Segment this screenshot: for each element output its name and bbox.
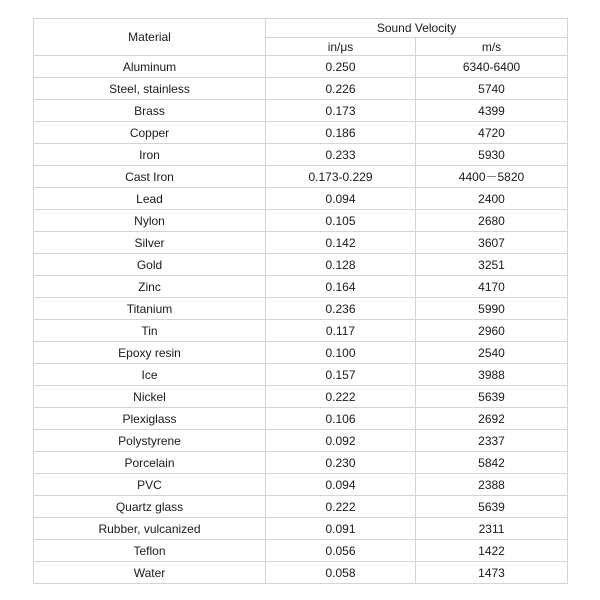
material-cell: Nickel	[34, 386, 266, 408]
velocity-in-per-us-cell: 0.128	[266, 254, 416, 276]
material-cell: Tin	[34, 320, 266, 342]
table-row	[34, 166, 568, 188]
velocity-in-per-us-cell: 0.222	[266, 496, 416, 518]
velocity-m-per-s-cell: 5930	[416, 144, 568, 166]
table-row	[34, 210, 568, 232]
velocity-m-per-s-cell: 3607	[416, 232, 568, 254]
material-cell: Porcelain	[34, 452, 266, 474]
table-row	[34, 562, 568, 584]
material-cell: Quartz glass	[34, 496, 266, 518]
table-row	[34, 342, 568, 364]
table-row	[34, 364, 568, 386]
table-body	[34, 56, 568, 584]
table-row	[34, 430, 568, 452]
velocity-m-per-s-cell: 2337	[416, 430, 568, 452]
velocity-in-per-us-cell: 0.105	[266, 210, 416, 232]
velocity-in-per-us-cell: 0.056	[266, 540, 416, 562]
velocity-m-per-s-cell: 4170	[416, 276, 568, 298]
table-row	[34, 188, 568, 210]
velocity-in-per-us-cell: 0.142	[266, 232, 416, 254]
velocity-in-per-us-cell: 0.173	[266, 100, 416, 122]
material-cell: Ice	[34, 364, 266, 386]
velocity-in-per-us-cell: 0.186	[266, 122, 416, 144]
table-row	[34, 254, 568, 276]
sound-velocity-sheet	[33, 18, 567, 584]
material-cell: Polystyrene	[34, 430, 266, 452]
velocity-m-per-s-cell: 4399	[416, 100, 568, 122]
velocity-in-per-us-cell: 0.100	[266, 342, 416, 364]
velocity-in-per-us-cell: 0.091	[266, 518, 416, 540]
velocity-m-per-s-cell: 1422	[416, 540, 568, 562]
table-row	[34, 320, 568, 342]
material-cell: Rubber, vulcanized	[34, 518, 266, 540]
material-cell: Teflon	[34, 540, 266, 562]
velocity-in-per-us-cell: 0.117	[266, 320, 416, 342]
velocity-m-per-s-cell: 5639	[416, 386, 568, 408]
velocity-m-per-s-cell: 2692	[416, 408, 568, 430]
velocity-in-per-us-cell: 0.250	[266, 56, 416, 78]
material-cell: Cast Iron	[34, 166, 266, 188]
material-cell: Silver	[34, 232, 266, 254]
velocity-in-per-us-cell: 0.058	[266, 562, 416, 584]
velocity-m-per-s-cell: 2388	[416, 474, 568, 496]
material-cell: Water	[34, 562, 266, 584]
velocity-m-per-s-cell: 2311	[416, 518, 568, 540]
material-cell: Nylon	[34, 210, 266, 232]
velocity-m-per-s-cell: 6340-6400	[416, 56, 568, 78]
table-row	[34, 100, 568, 122]
material-column-header: Material	[34, 19, 266, 56]
velocity-in-per-us-cell: 0.233	[266, 144, 416, 166]
velocity-m-per-s-cell: 2960	[416, 320, 568, 342]
velocity-in-per-us-cell: 0.173-0.229	[266, 166, 416, 188]
unit-in-per-us-header: in/μs	[266, 38, 416, 56]
table-row	[34, 540, 568, 562]
table-row	[34, 122, 568, 144]
material-cell: Plexiglass	[34, 408, 266, 430]
velocity-m-per-s-cell: 1473	[416, 562, 568, 584]
velocity-in-per-us-cell: 0.230	[266, 452, 416, 474]
velocity-m-per-s-cell: 2400	[416, 188, 568, 210]
table-row	[34, 452, 568, 474]
material-cell: Copper	[34, 122, 266, 144]
velocity-m-per-s-cell: 5740	[416, 78, 568, 100]
velocity-in-per-us-cell: 0.157	[266, 364, 416, 386]
velocity-in-per-us-cell: 0.106	[266, 408, 416, 430]
table-row	[34, 518, 568, 540]
material-cell: Lead	[34, 188, 266, 210]
material-cell: Epoxy resin	[34, 342, 266, 364]
sound-velocity-table	[33, 18, 568, 584]
velocity-in-per-us-cell: 0.164	[266, 276, 416, 298]
velocity-in-per-us-cell: 0.094	[266, 474, 416, 496]
table-row	[34, 298, 568, 320]
velocity-m-per-s-cell: 5639	[416, 496, 568, 518]
velocity-m-per-s-cell: 3988	[416, 364, 568, 386]
velocity-in-per-us-cell: 0.226	[266, 78, 416, 100]
material-cell: Aluminum	[34, 56, 266, 78]
material-cell: Titanium	[34, 298, 266, 320]
table-row	[34, 56, 568, 78]
velocity-m-per-s-cell: 5990	[416, 298, 568, 320]
velocity-in-per-us-cell: 0.222	[266, 386, 416, 408]
velocity-in-per-us-cell: 0.094	[266, 188, 416, 210]
header-row-top	[34, 19, 568, 38]
material-cell: Gold	[34, 254, 266, 276]
velocity-m-per-s-cell: 2680	[416, 210, 568, 232]
material-cell: Brass	[34, 100, 266, 122]
sound-velocity-group-header: Sound Velocity	[266, 19, 568, 38]
velocity-m-per-s-cell: 2540	[416, 342, 568, 364]
material-cell: Zinc	[34, 276, 266, 298]
unit-m-per-s-header: m/s	[416, 38, 568, 56]
table-row	[34, 276, 568, 298]
material-cell: Iron	[34, 144, 266, 166]
velocity-m-per-s-cell: 4720	[416, 122, 568, 144]
table-row	[34, 408, 568, 430]
velocity-in-per-us-cell: 0.092	[266, 430, 416, 452]
table-row	[34, 232, 568, 254]
table-row	[34, 386, 568, 408]
table-row	[34, 474, 568, 496]
table-row	[34, 78, 568, 100]
table-row	[34, 144, 568, 166]
material-cell: Steel, stainless	[34, 78, 266, 100]
velocity-m-per-s-cell: 4400－5820	[416, 166, 568, 188]
material-cell: PVC	[34, 474, 266, 496]
table-row	[34, 496, 568, 518]
velocity-in-per-us-cell: 0.236	[266, 298, 416, 320]
velocity-m-per-s-cell: 5842	[416, 452, 568, 474]
velocity-m-per-s-cell: 3251	[416, 254, 568, 276]
